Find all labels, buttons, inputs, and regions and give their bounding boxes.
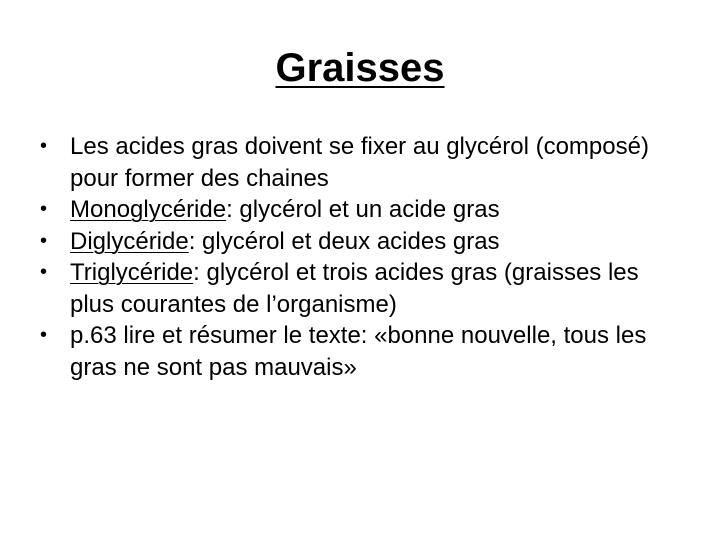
list-item-text: p.63 lire et résumer le texte: «bonne nouvelle, tous les gras ne sont pas mauvais»: [70, 322, 647, 381]
term-diglyceride: Diglycéride: [70, 227, 189, 255]
slide-title: [0, 40, 720, 96]
bullet-icon: •: [40, 261, 48, 283]
bullet-icon: •: [40, 324, 48, 346]
list-item-text: : glycérol et un acide gras: [226, 196, 500, 223]
list-item: [40, 257, 680, 320]
slide-title-text: Graisses: [275, 46, 445, 90]
list-item: [40, 194, 680, 226]
list-item-text: : glycérol et deux acides gras: [188, 227, 500, 255]
list-item: [40, 131, 680, 194]
term-triglyceride: Triglycéride: [70, 259, 194, 286]
bullet-icon: •: [40, 135, 48, 157]
bullet-list: [40, 131, 680, 383]
list-item-text: Les acides gras doivent se fixer au glycérol (composé) pour former des chaines: [70, 133, 649, 192]
list-item: [40, 226, 680, 258]
list-item: [40, 320, 680, 383]
list-item-text: : glycérol et trois acides gras (graisses les plus courantes de l’organisme): [70, 259, 639, 318]
bullet-icon: •: [40, 229, 48, 252]
bullet-icon: •: [40, 198, 48, 220]
term-monoglyceride: Monoglycéride: [70, 196, 227, 223]
